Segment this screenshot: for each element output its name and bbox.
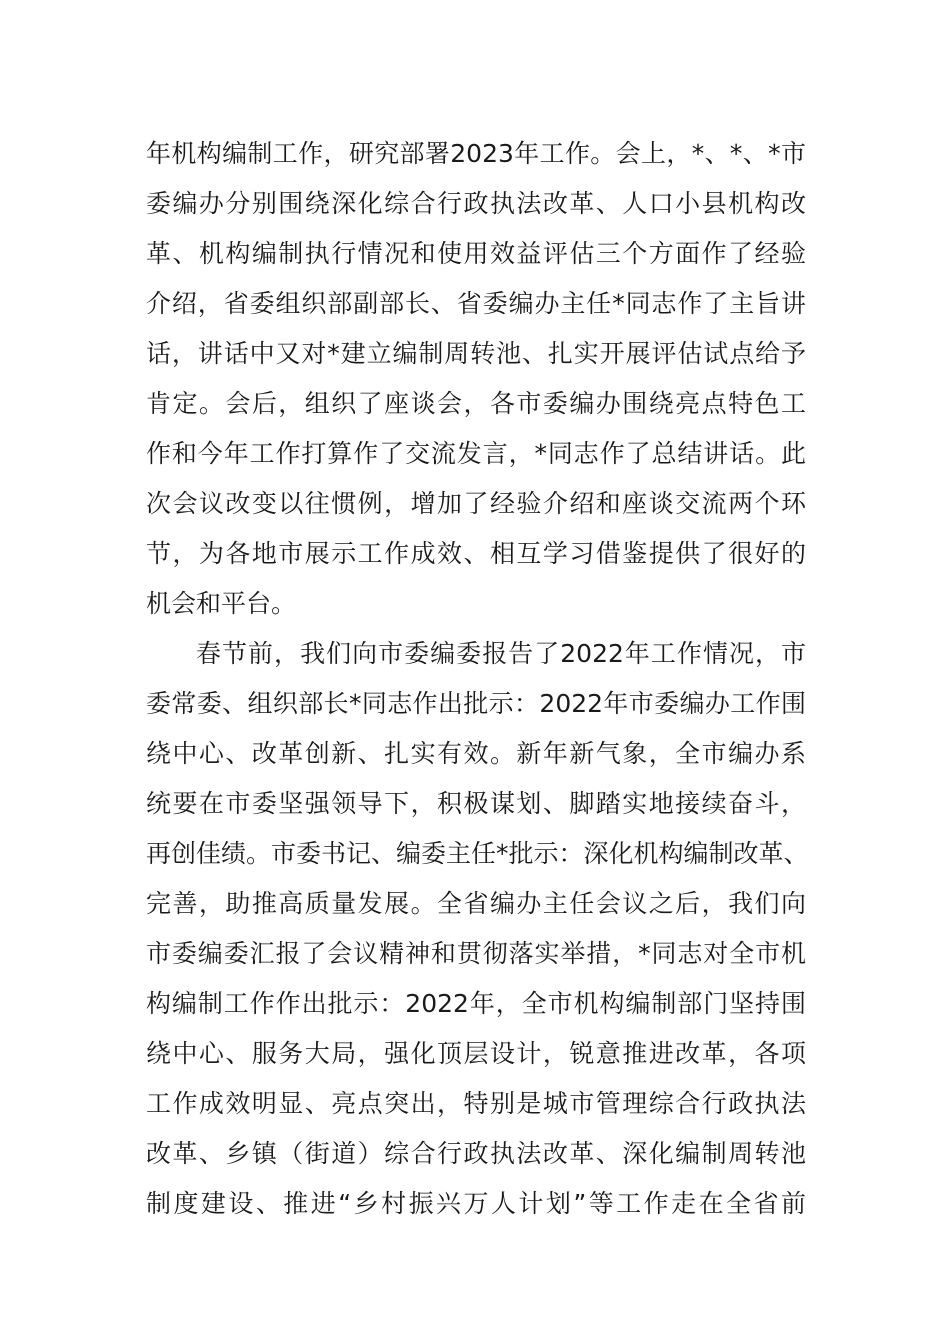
text-line: 次会议改变以往惯例，增加了经验介绍和座谈交流两个环 (146, 489, 806, 518)
text-line: 市委编委汇报了会议精神和贯彻落实举措，*同志对全市机 (146, 939, 806, 968)
text-line: 制度建设、推进“乡村振兴万人计划”等工作走在全省前 (146, 1189, 806, 1218)
paragraph-1 (146, 129, 806, 629)
text-line: 统要在市委坚强领导下，积极谋划、脚踏实地接续奋斗， (146, 789, 806, 818)
text-line: 肯定。会后，组织了座谈会，各市委编办围绕亮点特色工 (146, 389, 806, 418)
text-line: 节，为各地市展示工作成效、相互学习借鉴提供了很好的 (146, 539, 806, 568)
text-line: 构编制工作作出批示：2022年，全市机构编制部门坚持围 (146, 989, 806, 1018)
text-line: 工作成效明显、亮点突出，特别是城市管理综合行政执法 (146, 1089, 806, 1118)
text-line: 作和今年工作打算作了交流发言，*同志作了总结讲话。此 (146, 439, 806, 468)
text-line: 绕中心、服务大局，强化顶层设计，锐意推进改革，各项 (146, 1039, 806, 1068)
text-line: 春节前，我们向市委编委报告了2022年工作情况，市 (196, 639, 806, 668)
text-line: 改革、乡镇（街道）综合行政执法改革、深化编制周转池 (146, 1139, 806, 1168)
paragraph-2 (146, 629, 809, 1229)
text-line: 委常委、组织部长*同志作出批示：2022年市委编办工作围 (146, 689, 806, 718)
text-line: 革、机构编制执行情况和使用效益评估三个方面作了经验 (146, 239, 806, 268)
text-line: 完善，助推高质量发展。全省编办主任会议之后，我们向 (146, 889, 806, 918)
text-line: 绕中心、改革创新、扎实有效。新年新气象，全市编办系 (146, 739, 806, 768)
text-line: 委编办分别围绕深化综合行政执法改革、人口小县机构改 (146, 189, 806, 218)
text-line: 话，讲话中又对*建立编制周转池、扎实开展评估试点给予 (146, 339, 806, 368)
text-line: 年机构编制工作，研究部署2023年工作。会上，*、*、*市 (146, 139, 806, 168)
text-line: 介绍，省委组织部副部长、省委编办主任*同志作了主旨讲 (146, 289, 806, 318)
document-body (146, 129, 809, 1229)
text-line: 再创佳绩。市委书记、编委主任*批示：深化机构编制改革、 (146, 839, 809, 868)
text-line: 机会和平台。 (146, 589, 297, 618)
